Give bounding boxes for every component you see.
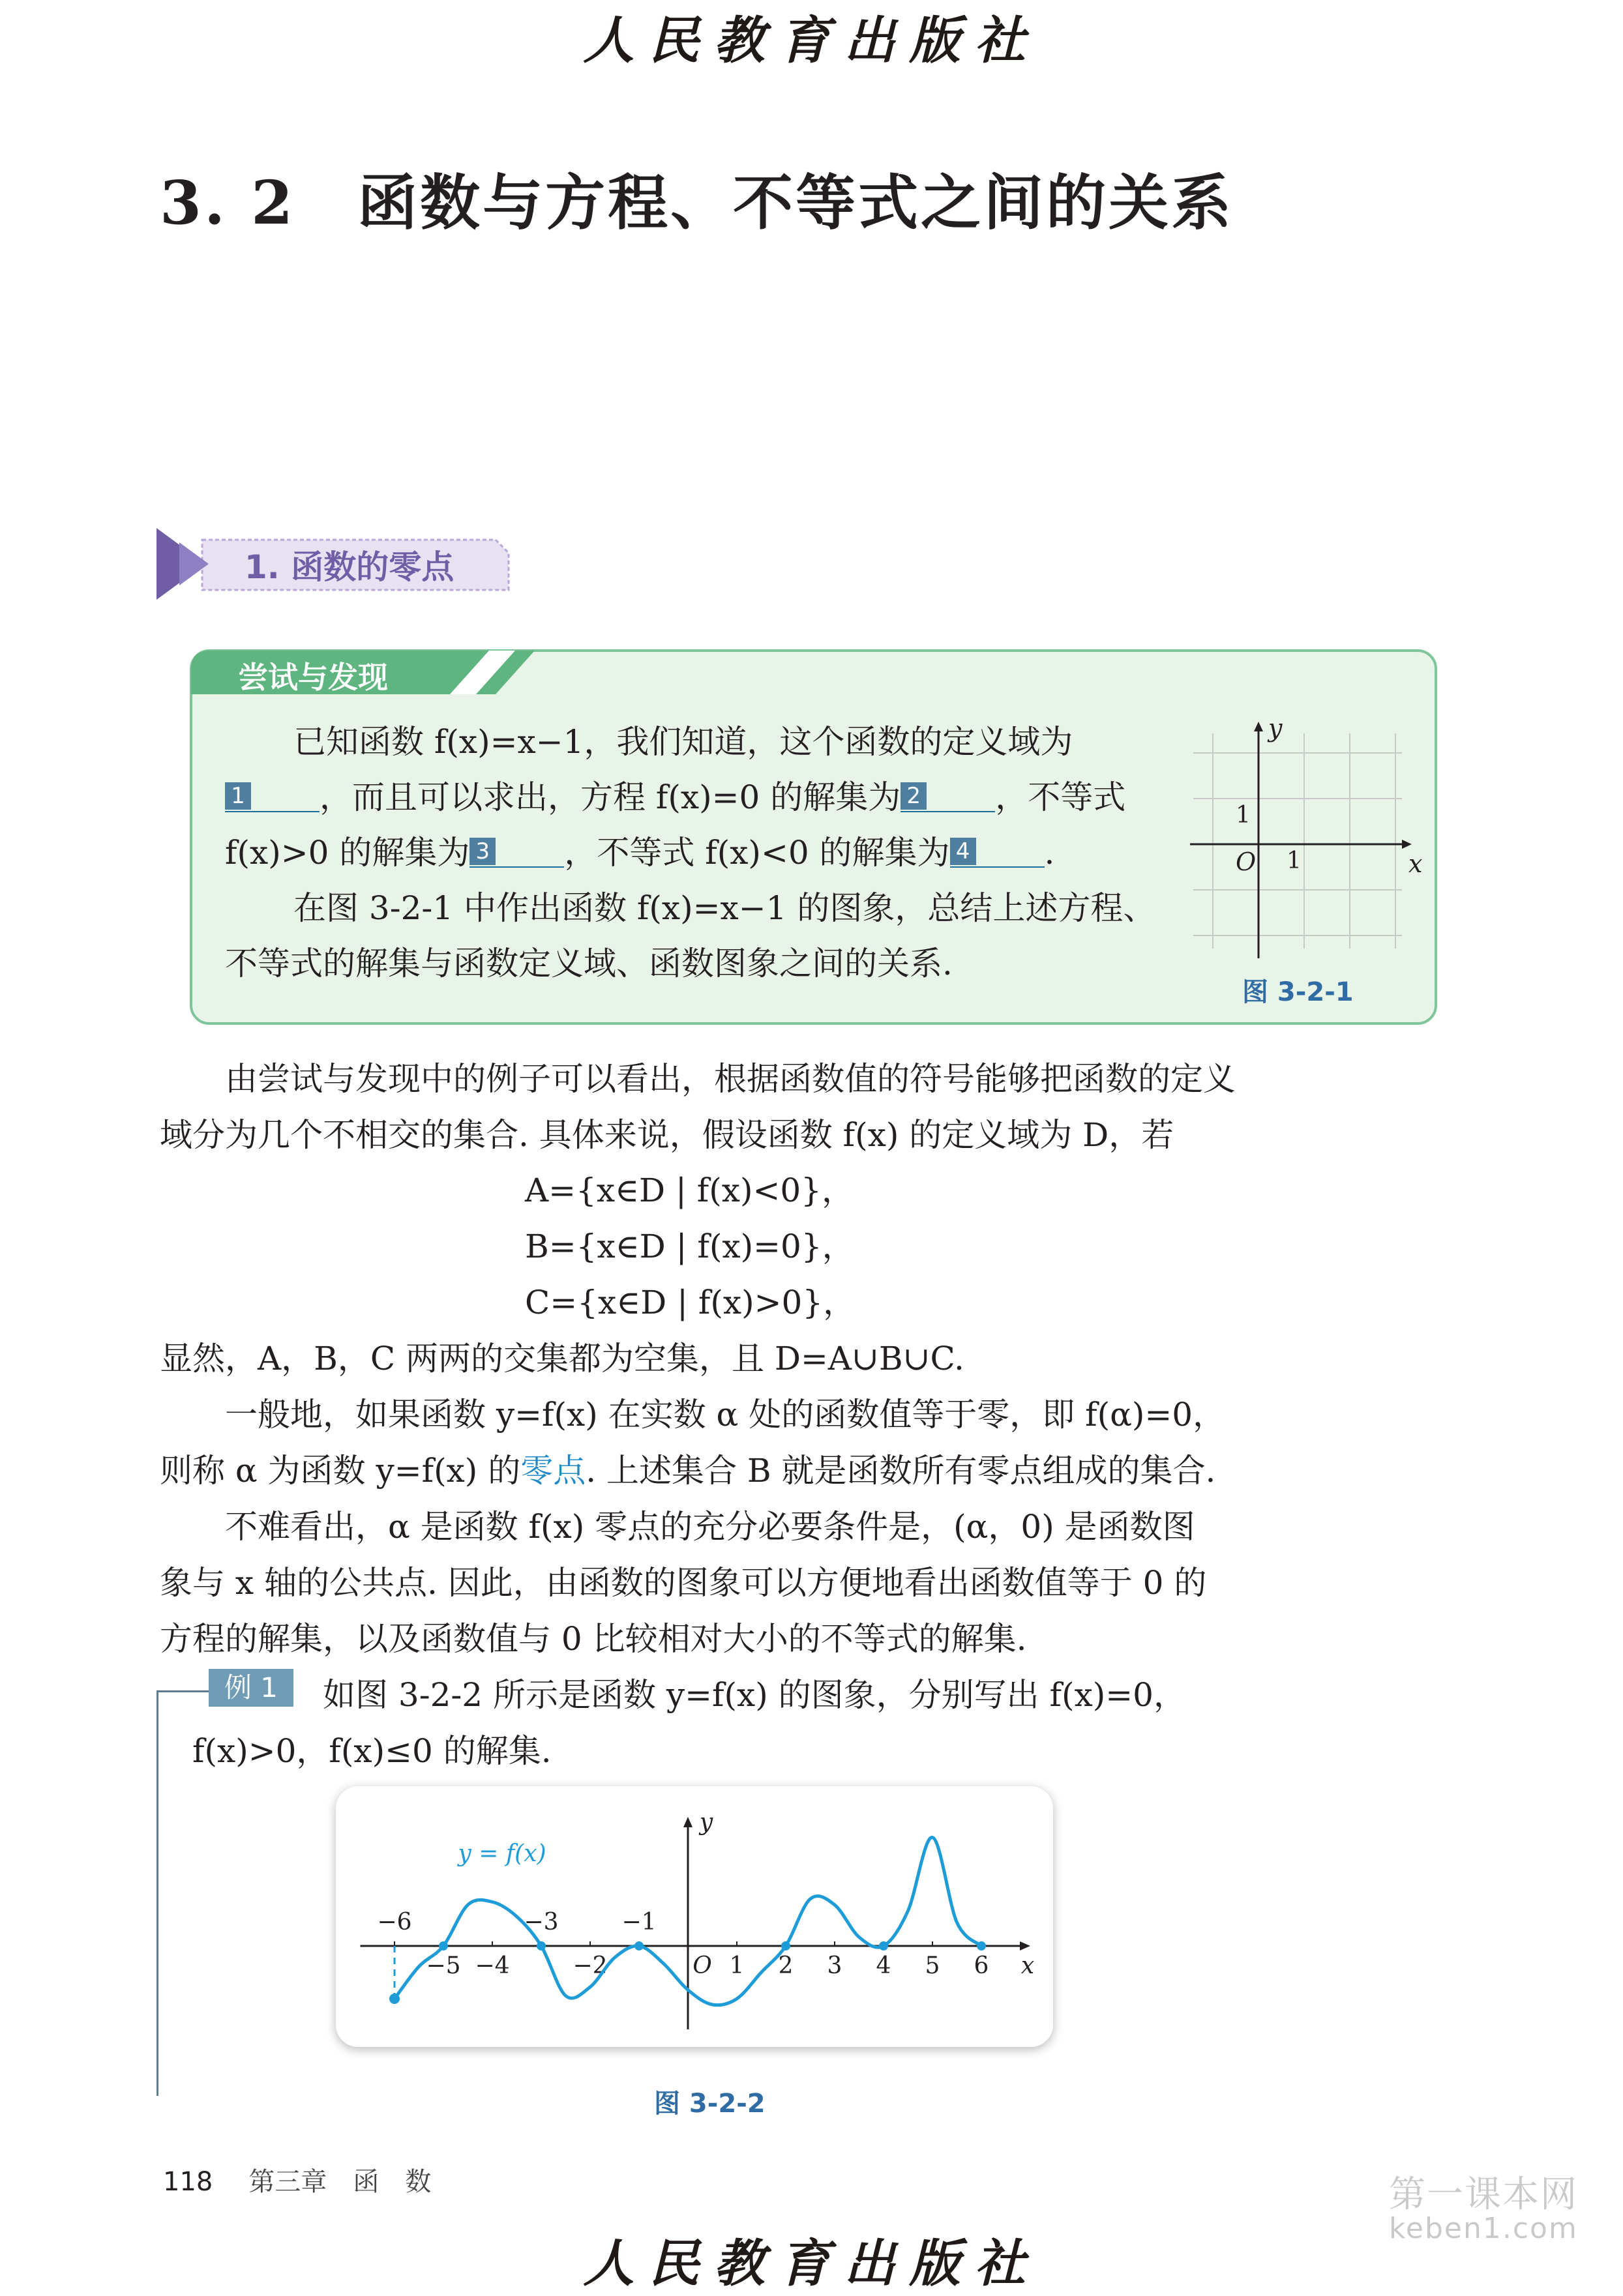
set-b-definition: B={x∈D | f(x)=0}， [525, 1228, 855, 1265]
body-paragraph-1-line-2: 域分为几个不相交的集合. 具体来说，假设函数 f(x) 的定义域为 D，若 [160, 1116, 1174, 1154]
fig2-x-tick-label-below: 6 [974, 1952, 989, 1979]
fig2-x-tick-label-below: 4 [876, 1952, 891, 1979]
figure-3-2-2-plot [336, 1786, 1053, 2047]
section-number: 3. 2 [160, 168, 296, 238]
explore-panel [189, 649, 1438, 1027]
body-paragraph-1-line-1: 由尝试与发现中的例子可以看出，根据函数值的符号能够把函数的定义 [225, 1060, 1236, 1098]
explore-line-3: f(x)>0 的解集为 3 ，不等式 f(x)<0 的解集为 4 . [225, 834, 1055, 872]
fig1-x-tick-label: 1 [1287, 847, 1302, 874]
fig2-x-tick-label-below: 2 [778, 1952, 794, 1979]
fig2-x-tick-label-below: −5 [426, 1952, 461, 1979]
fig2-x-tick-label-below: 5 [925, 1952, 940, 1979]
watermark-title: 第一课本网 [1389, 2173, 1578, 2216]
body-paragraph-3-line-1: 一般地，如果函数 y=f(x) 在实数 α 处的函数值等于零，即 f(α)=0， [225, 1396, 1226, 1434]
fig2-curve-label: y = f(x) [458, 1840, 546, 1867]
body-paragraph-3-line-2: 则称 α 为函数 y=f(x) 的零点. 上述集合 B 就是函数所有零点组成的集合. [160, 1452, 1216, 1490]
answer-blank-4[interactable]: 4 [950, 835, 1045, 868]
chapter-label: 第三章 [248, 2167, 327, 2197]
section-title-text: 函数与方程、不等式之间的关系 [357, 168, 1234, 238]
fig2-x-tick-label-above: −1 [621, 1909, 657, 1935]
answer-blank-2[interactable]: 2 [901, 780, 995, 812]
fig2-zero-point [977, 1941, 986, 1950]
figure-3-2-1-caption: 图 3-2-1 [1242, 977, 1354, 1007]
set-c-definition: C={x∈D | f(x)>0}， [525, 1284, 856, 1321]
body-paragraph-4-line-1: 不难看出，α 是函数 f(x) 零点的充分必要条件是，(α，0) 是函数图 [225, 1508, 1195, 1546]
body-paragraph-4-line-3: 方程的解集，以及函数值与 0 比较相对大小的不等式的解集. [160, 1620, 1027, 1658]
fig2-x-tick-label-above: −6 [377, 1909, 412, 1935]
fig1-origin-label: O [1236, 847, 1257, 876]
fig1-y-label: y [1268, 714, 1283, 743]
subsection-heading [156, 528, 512, 600]
page-footer [163, 2161, 431, 2198]
chapter-title: 函 数 [353, 2167, 432, 2197]
answer-blank-3[interactable]: 3 [469, 835, 564, 868]
example-badge: 例 1 [209, 1669, 293, 1707]
figure-3-2-1 [1187, 720, 1415, 968]
publisher-header: 人民教育出版社 [583, 11, 1040, 70]
example-rule-vertical [156, 1692, 165, 2096]
figure-3-2-2-caption: 图 3-2-2 [654, 2089, 766, 2119]
answer-blank-1[interactable]: 1 [225, 780, 320, 812]
publisher-footer: 人民教育出版社 [583, 2234, 1040, 2293]
page-number: 118 [163, 2167, 213, 2197]
explore-line-5: 不等式的解集与函数定义域、函数图象之间的关系. [225, 945, 953, 982]
fig1-x-label: x [1408, 849, 1423, 878]
example-rule-horizontal [156, 1690, 209, 1692]
fig2-x-axis-arrow [1020, 1941, 1030, 1950]
explore-line-2: 1 ，而且可以求出，方程 f(x)=0 的解集为 2 ，不等式 [225, 769, 1125, 825]
fig2-x-tick-label-above: −3 [524, 1909, 559, 1935]
fig2-y-axis-arrow [683, 1817, 692, 1827]
fig2-x-tick-label-below: 3 [827, 1952, 842, 1979]
fig2-zero-point [879, 1941, 888, 1950]
fig1-y-tick-label: 1 [1236, 802, 1251, 829]
figure-3-2-2-card [336, 1786, 1053, 2047]
fig2-zero-point [537, 1941, 546, 1950]
fig2-zero-point [439, 1941, 448, 1950]
term-zero-point: 零点 [520, 1452, 586, 1490]
body-paragraph-4-line-2: 象与 x 轴的公共点. 因此，由函数的图象可以方便地看出函数值等于 0 的 [160, 1564, 1207, 1602]
example-line-1: 如图 3-2-2 所示是函数 y=f(x) 的图象，分别写出 f(x)=0， [323, 1676, 1186, 1714]
fig2-zero-point [634, 1941, 644, 1950]
fig2-x-tick-label-below: 1 [729, 1952, 745, 1979]
body-paragraph-2: 显然，A，B，C 两两的交集都为空集，且 D=A∪B∪C. [160, 1340, 964, 1377]
fig2-y-axis-label: y [699, 1809, 713, 1836]
fig2-x-tick-label-below: −4 [475, 1952, 510, 1979]
explore-header: 尝试与发现 [238, 660, 388, 695]
subsection-title: 1. 函数的零点 [245, 548, 454, 586]
section-title [160, 155, 1234, 241]
fig2-endpoint [389, 1994, 400, 2004]
watermark-url: keben1.com [1389, 2212, 1578, 2245]
fig2-x-axis-label: x [1020, 1952, 1035, 1979]
fig2-x-tick-label-below: −2 [573, 1952, 608, 1979]
explore-line-1: 已知函数 f(x)=x−1，我们知道，这个函数的定义域为 [293, 723, 1073, 761]
explore-line-4: 在图 3-2-1 中作出函数 f(x)=x−1 的图象，总结上述方程、 [293, 889, 1156, 927]
fig2-zero-point [781, 1941, 790, 1950]
fig2-origin-label: O [692, 1952, 712, 1979]
example-line-2: f(x)>0，f(x)≤0 的解集. [192, 1732, 552, 1770]
set-a-definition: A={x∈D | f(x)<0}， [525, 1171, 854, 1209]
